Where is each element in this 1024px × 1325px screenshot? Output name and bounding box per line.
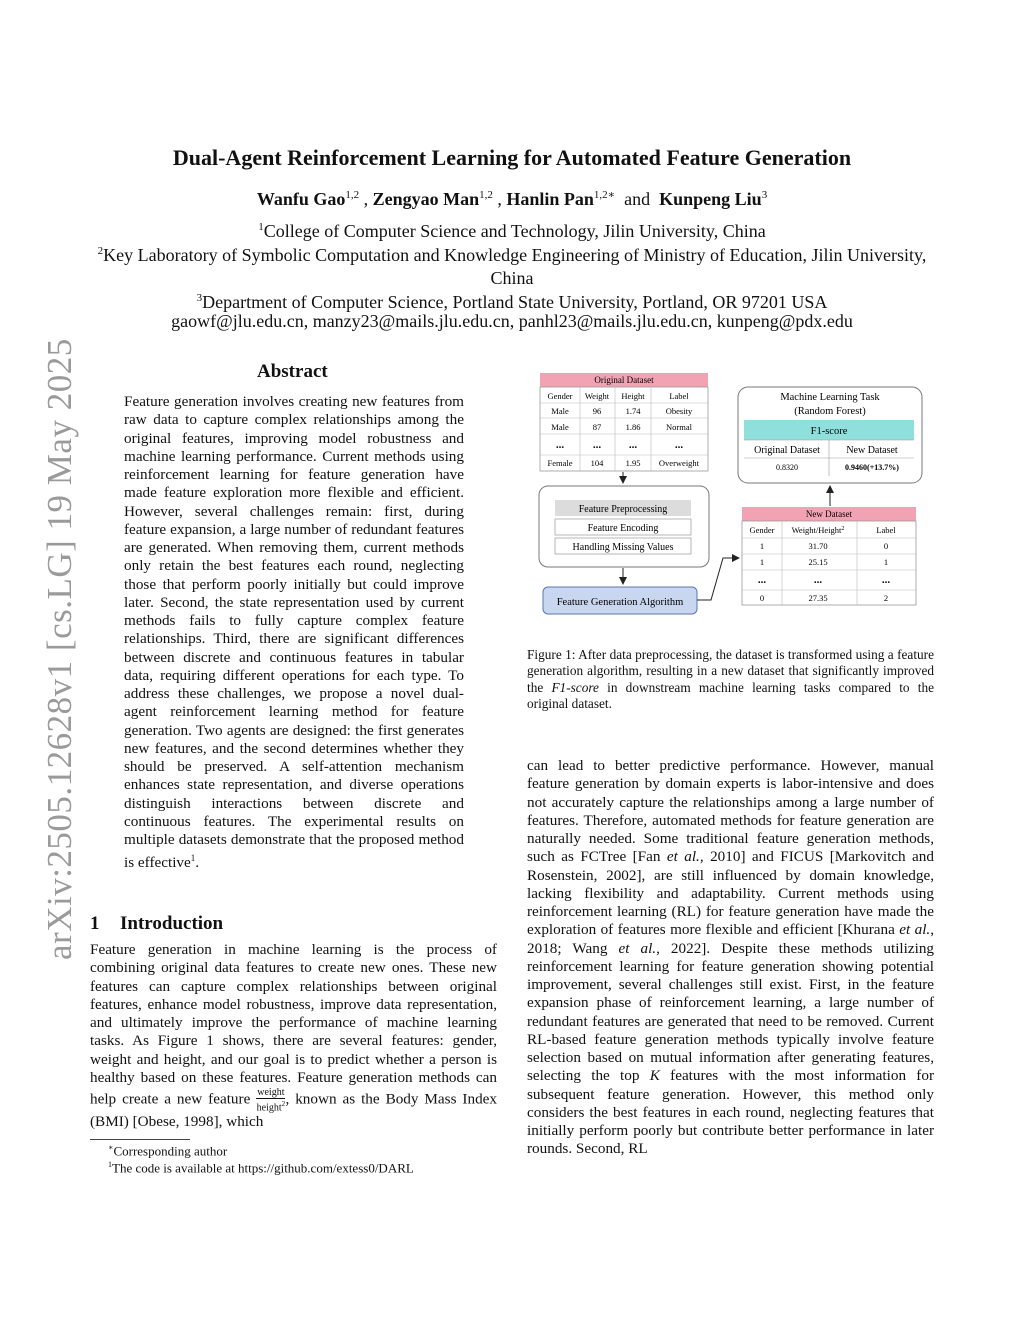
new-dataset-title: New Dataset — [805, 509, 853, 519]
table-cell: Male — [551, 422, 569, 432]
table-header: Gender — [547, 391, 573, 401]
table-cell: 1.74 — [625, 406, 641, 416]
table-cell: 2 — [883, 593, 889, 603]
table-cell: 0 — [759, 593, 765, 603]
author-separator: , — [497, 189, 502, 209]
author-separator: , — [363, 189, 369, 209]
table-header: Height — [621, 391, 645, 401]
metric-label: F1-score — [810, 426, 848, 437]
table-header: Label — [876, 525, 896, 535]
table-header: Label — [669, 391, 689, 401]
table-cell: Obesity — [665, 406, 693, 416]
table-cell: 1 — [883, 557, 889, 567]
author-name: Hanlin Pan — [506, 189, 594, 209]
section-heading-introduction: 1 Introduction — [90, 913, 224, 934]
author-list — [0, 188, 1024, 210]
author-affiliation-mark: 1,2∗ — [593, 189, 616, 201]
author-affiliation-mark: 1,2 — [479, 189, 493, 201]
table-header: Gender — [749, 525, 775, 535]
bmi-fraction: $\frac{\text{weight}}{height^2}$ — [256, 1087, 286, 1114]
table-cell: ... — [757, 574, 767, 586]
author-name: Kunpeng Liu — [659, 189, 762, 209]
affiliation: $^1$College of Computer Science and Technology, Jilin University, China — [258, 221, 766, 241]
figure-1-caption: Figure 1: After data preprocessing, the dataset is transformed using a feature generation algorithm, resulting in a new dataset that significantly improved the F1-score in downstream machine learning tasks compared to the original dataset. — [527, 647, 934, 711]
table-header: Weight — [584, 391, 610, 401]
author-affiliation-mark: 3 — [761, 189, 768, 201]
metric-value: 0.8320 — [776, 463, 798, 472]
author-and: and — [624, 189, 651, 209]
footnote: ∗Corresponding author — [108, 1143, 228, 1159]
table-cell: ... — [674, 439, 684, 451]
table-header: Weight/Height$^2$ — [791, 525, 845, 535]
affiliation: $^2$Key Laboratory of Symbolic Computation and Knowledge Engineering of Ministry of Education, Jilin University, China — [97, 245, 927, 288]
table-cell: ... — [881, 574, 891, 586]
metric-column-header: New Dataset — [846, 445, 898, 456]
introduction-text-continued: can lead to better predictive performance. However, manual feature generation by domain experts is labor-intensive and does not accurately capture the relationships among a large number of features. Therefore, automated methods for feature generation are naturally needed. Some traditional feature generation methods, such as FCTree [Fan et al., 2010] and FICUS [Markovitch and Rosenstein, 2002], are still influenced by domain knowledge, lacking flexibility and adaptability. Current methods using reinforcement learning (RL) for feature generation have made the exploration of features more flexible and efficient [Khurana et al., 2018; Wang et al., 2022]. Despite these methods utilizing reinforcement learning for feature generation showing potential improvement, several challenges still exist. First, in the feature expansion phase of reinforcement learning, a large number of redundant features are generated that need to be removed. Current RL-based feature generation methods typically involve feature selection based on mutual information after generating features, selecting the top K features with the most information for subsequent feature generation. However, this method only considers the best features in each round, neglecting features that initially perform poorly but contribute better performance in later rounds. Second, RL — [527, 757, 935, 1158]
metric-value: 0.9460(+13.7%) — [845, 463, 899, 472]
abstract-heading: Abstract — [257, 361, 328, 382]
table-cell: Overweight — [658, 458, 700, 468]
introduction-text: Feature generation in machine learning is the process of combining original data features to create new ones. These new features can capture complex relationships between original features, enhance model robustness, improve data representation, and ultimately improve the performance of machine learning tasks. As Figure 1 shows, there are several features: gender, weight and height, and our goal is to predict whether a person is healthy based on these features. Feature generation methods can help create a new feature $\frac{\text{weight}}{height^2}$ , known as the Body Mass Index (BMI) [Obese, 1998], which — [90, 941, 497, 1131]
figure-1-diagram — [527, 362, 934, 644]
new-dataset-table — [742, 507, 916, 605]
table-cell: ... — [628, 439, 638, 451]
abstract-text: Feature generation involves creating new features from raw data to capture complex relationships among the original features, improving model robustness and machine learning performance. Current methods using reinforcement learning for feature generation have made feature exploration more flexible and efficient. However, several challenges remain: first, during feature expansion, a large number of redundant features are generated. When removing them, current methods only retain the best features each round, neglecting those that perform poorly initially but could improve later. Second, the state representation used by current methods fails to fully capture complex feature relationships. Third, there are significant differences between discrete and continuous features in tabular data, requiring different operations for each type. To address these challenges, we propose a novel dual-agent reinforcement learning method for feature generation. Two agents are designed: the first generates new features, and the second determines whether they should be preserved. A self-attention mechanism enhances state representation, and diverse operations distinguish interactions between discrete and continuous features. The experimental results on multiple datasets demonstrate that the proposed method is effective$^1$. — [124, 393, 464, 872]
ml-task-model: (Random Forest) — [794, 406, 866, 417]
table-cell: ... — [555, 439, 565, 451]
original-dataset-title: Original Dataset — [594, 375, 654, 385]
original-dataset-table — [540, 373, 708, 471]
paper-title: Dual-Agent Reinforcement Learning for Automated Feature Generation — [172, 145, 852, 170]
footnote-divider — [90, 1139, 190, 1140]
ml-task-box — [738, 387, 922, 483]
table-cell: Female — [547, 458, 573, 468]
table-cell: 96 — [592, 406, 602, 416]
table-cell: 31.70 — [808, 541, 828, 551]
feature-generation-algorithm-box — [543, 587, 697, 614]
table-cell: 0 — [883, 541, 889, 551]
preprocessing-step: Handling Missing Values — [572, 542, 674, 553]
table-cell: 1 — [759, 557, 765, 567]
preprocessing-box — [539, 486, 709, 567]
table-cell: 1.86 — [625, 422, 641, 432]
figure-1 — [527, 362, 934, 644]
table-cell: 87 — [592, 422, 602, 432]
author-emails: gaowf@jlu.edu.cn, manzy23@mails.jlu.edu.cn, panhl23@mails.jlu.edu.cn, kunpeng@pdx.edu — [171, 311, 853, 331]
preprocessing-step: Feature Preprocessing — [578, 504, 668, 515]
footnote: $^1$The code is available at https://github.com/extess0/DARL — [108, 1160, 414, 1176]
metric-column-header: Original Dataset — [754, 445, 820, 456]
table-cell: 25.15 — [808, 557, 828, 567]
algorithm-label: Feature Generation Algorithm — [556, 597, 684, 608]
arxiv-identifier: arXiv:2505.12628v1 [cs.LG] 19 May 2025 — [40, 338, 79, 960]
affiliation: $^3$Department of Computer Science, Portland State University, Portland, OR 97201 USA — [196, 292, 828, 312]
table-cell: 104 — [590, 458, 604, 468]
author-name: Wanfu Gao — [256, 189, 346, 209]
table-cell: 1.95 — [625, 458, 641, 468]
table-cell: Normal — [666, 422, 692, 432]
preprocessing-step: Feature Encoding — [587, 523, 659, 534]
ml-task-title: Machine Learning Task — [780, 392, 880, 403]
table-cell: 1 — [759, 541, 765, 551]
author-name: Zengyao Man — [372, 189, 480, 209]
table-cell: 27.35 — [808, 593, 828, 603]
table-cell: ... — [592, 439, 602, 451]
table-cell: Male — [551, 406, 569, 416]
footnote-mark: 1 — [190, 853, 196, 864]
author-affiliation-mark: 1,2 — [345, 189, 360, 201]
table-cell: ... — [813, 574, 823, 586]
